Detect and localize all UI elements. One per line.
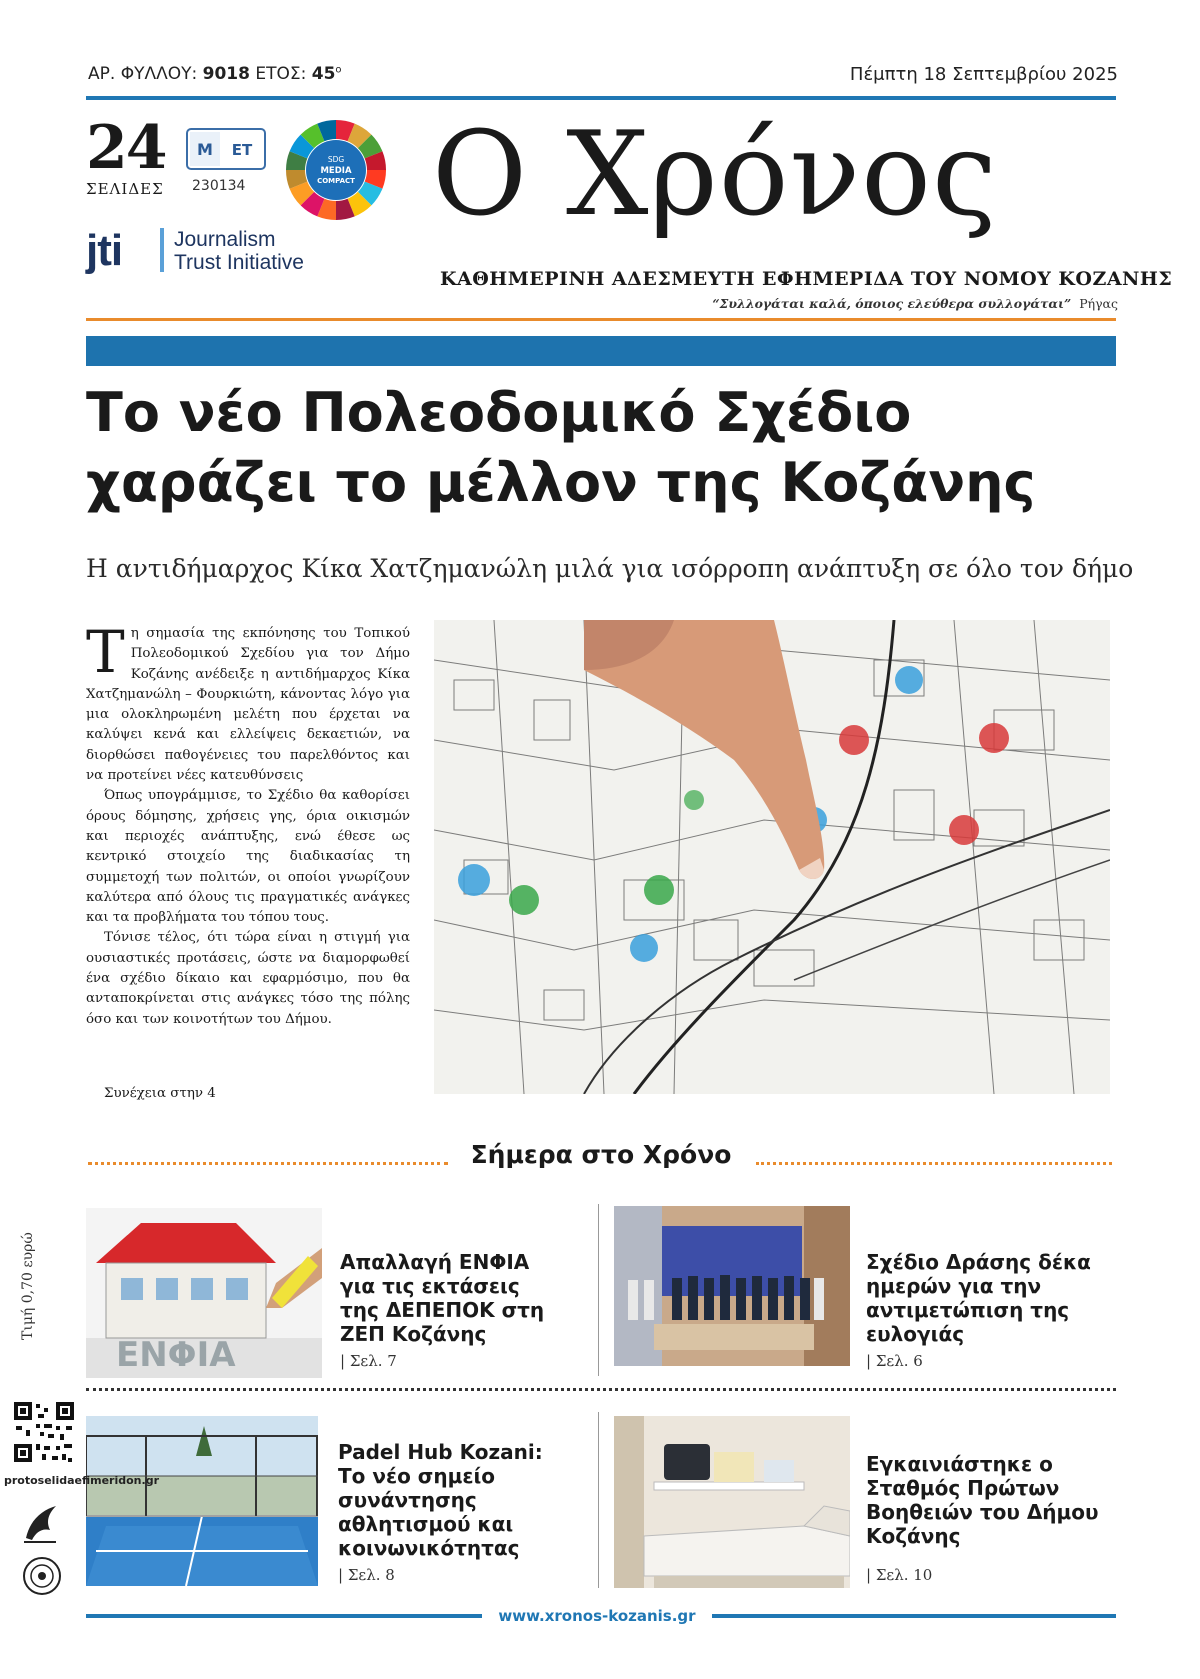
story-1-title[interactable]: Απαλλαγή ΕΝΦΙΑ για τις εκτάσεις της ΔΕΠΕΠΟΚ στη ΖΕΠ Κοζάνης <box>340 1250 545 1346</box>
sdg-line1: SDG <box>327 155 345 164</box>
lead-body <box>86 618 410 1030</box>
met-logo-right: ΕΤ <box>231 141 253 159</box>
press-union-seal-icon <box>22 1556 62 1596</box>
esiea-bird-icon <box>20 1500 60 1546</box>
lead-paragraph-1: Τη σημασία της εκπόνησης του Τοπικού Πολεοδομικού Σχεδίου για τον Δήμο Κοζάνης ανέδειξε η αντιδήμαρχος Κίκα Χατζημανώλη – Φουρκιώτη, κάνοντας λόγο για μια ολοκληρωμένη μελέτη που έρχεται να καλύψει κενά και ελλείψεις δεκαετιών, να διορθώσει παθογένειες του παρελθόντος και να προτείνει νέες κατευθύνσεις <box>86 618 410 784</box>
website-link[interactable]: www.xronos-kozanis.gr <box>482 1604 712 1628</box>
met-logo-left: Μ <box>197 140 213 159</box>
stories-divider <box>86 1388 1116 1391</box>
jti-divider <box>160 228 164 272</box>
story-divider-top <box>598 1204 599 1376</box>
lead-paragraph-3: Τόνισε τέλος, ότι τώρα είναι η στιγμή για ουσιαστικές προτάσεις, ώστε να διαμορφωθεί ένα σχέδιο δίκαιο και εφαρμόσιμο, που θα ανταποκρίνεται στις ανάγκες τόσο της πόλης όσο και των κοινοτήτων του Δήμου. <box>86 930 410 1027</box>
met-code: 230134 <box>192 178 246 194</box>
story-3-page: | Σελ. 8 <box>338 1566 395 1584</box>
pages-label: ΣΕΛΙΔΕΣ <box>86 180 164 198</box>
price: Τιμή 0,70 ευρώ <box>20 1232 36 1340</box>
jti-logo: jti <box>86 226 123 275</box>
publication-date: Πέμπτη 18 Σεπτεμβρίου 2025 <box>849 64 1118 85</box>
story-1-thumb-text: ΕΝΦΙΑ <box>116 1335 236 1375</box>
sdg-line2: MEDIA <box>320 166 352 176</box>
section-title: Σήμερα στο Χρόνο <box>470 1140 732 1169</box>
met-logo <box>186 128 266 170</box>
story-4-page: | Σελ. 10 <box>866 1566 933 1584</box>
story-3-title[interactable]: Padel Hub Kozani: Το νέο σημείο συνάντησης αθλητισμού και κοινωνικότητας <box>338 1440 543 1560</box>
header-orange-rule <box>86 318 1116 321</box>
continued-link[interactable]: Συνέχεια στην 4 <box>104 1086 216 1101</box>
story-2-thumb <box>614 1206 850 1366</box>
pages-count: 24 <box>86 113 166 183</box>
sdg-line3: COMPACT <box>317 177 355 185</box>
story-1-thumb <box>86 1208 322 1378</box>
lead-paragraph-2: Όπως υπογράμμισε, το Σχέδιο θα καθορίσει όρους δόμησης, χρήσεις γης, όρια οικισμών και περιοχές ανάπτυξης, ενώ έθεσε ως κεντρικό στοιχείο της διαδικασίας τη συμμετοχή των πολιτών, οι οποίοι γνωρίζουν καλύτερα από όλους τις πραγματικές ανάγκες και τα προβλήματα του τόπου τους. <box>86 788 410 926</box>
story-divider-bottom <box>598 1412 599 1588</box>
issue-info: ΑΡ. ΦΥΛΛΟΥ: 9018 ΕΤΟΣ: $45^o$ <box>88 64 342 84</box>
lead-headline: Το νέο Πολεοδομικό Σχέδιο χαράζει το μέλλον της Κοζάνης <box>86 381 1036 514</box>
story-1-page: | Σελ. 7 <box>340 1352 397 1370</box>
story-2-page: | Σελ. 6 <box>866 1352 923 1370</box>
lead-photo-map <box>434 620 1110 1094</box>
header-top-rule <box>86 96 1116 100</box>
header-blue-band <box>86 336 1116 366</box>
story-4-thumb <box>614 1416 850 1588</box>
motto: “Συλλογάται καλά, όποιος ελεύθερα συλλογάται” Ρήγας <box>712 296 1118 311</box>
story-3-thumb <box>86 1416 318 1586</box>
story-2-title[interactable]: Σχέδιο Δράσης δέκα ημερών για την αντιμετώπιση της ευλογιάς <box>866 1250 1091 1346</box>
sdg-media-compact-logo <box>284 118 388 222</box>
qr-code[interactable] <box>12 1400 76 1464</box>
dropcap: Τ <box>86 618 125 686</box>
lead-deck: Η αντιδήμαρχος Κίκα Χατζημανώλη μιλά για ισόρροπη ανάπτυξη σε όλο τον δήμο <box>86 554 1134 583</box>
jti-text: Journalism Trust Initiative <box>174 228 304 274</box>
story-4-title[interactable]: Εγκαινιάστηκε ο Σταθμός Πρώτων Βοηθειών του Δήμου Κοζάνης <box>866 1452 1099 1548</box>
masthead-subtitle: ΚΑΘΗΜΕΡΙΝΗ ΑΔΕΣΜΕΥΤΗ ΕΦΗΜΕΡΙΔΑ ΤΟΥ ΝΟΜΟΥ ΚΟΖΑΝΗΣ <box>440 268 1173 290</box>
source-watermark: protoselidaefimeridon.gr <box>4 1474 159 1487</box>
masthead: Ο Χρόνος <box>432 107 998 242</box>
